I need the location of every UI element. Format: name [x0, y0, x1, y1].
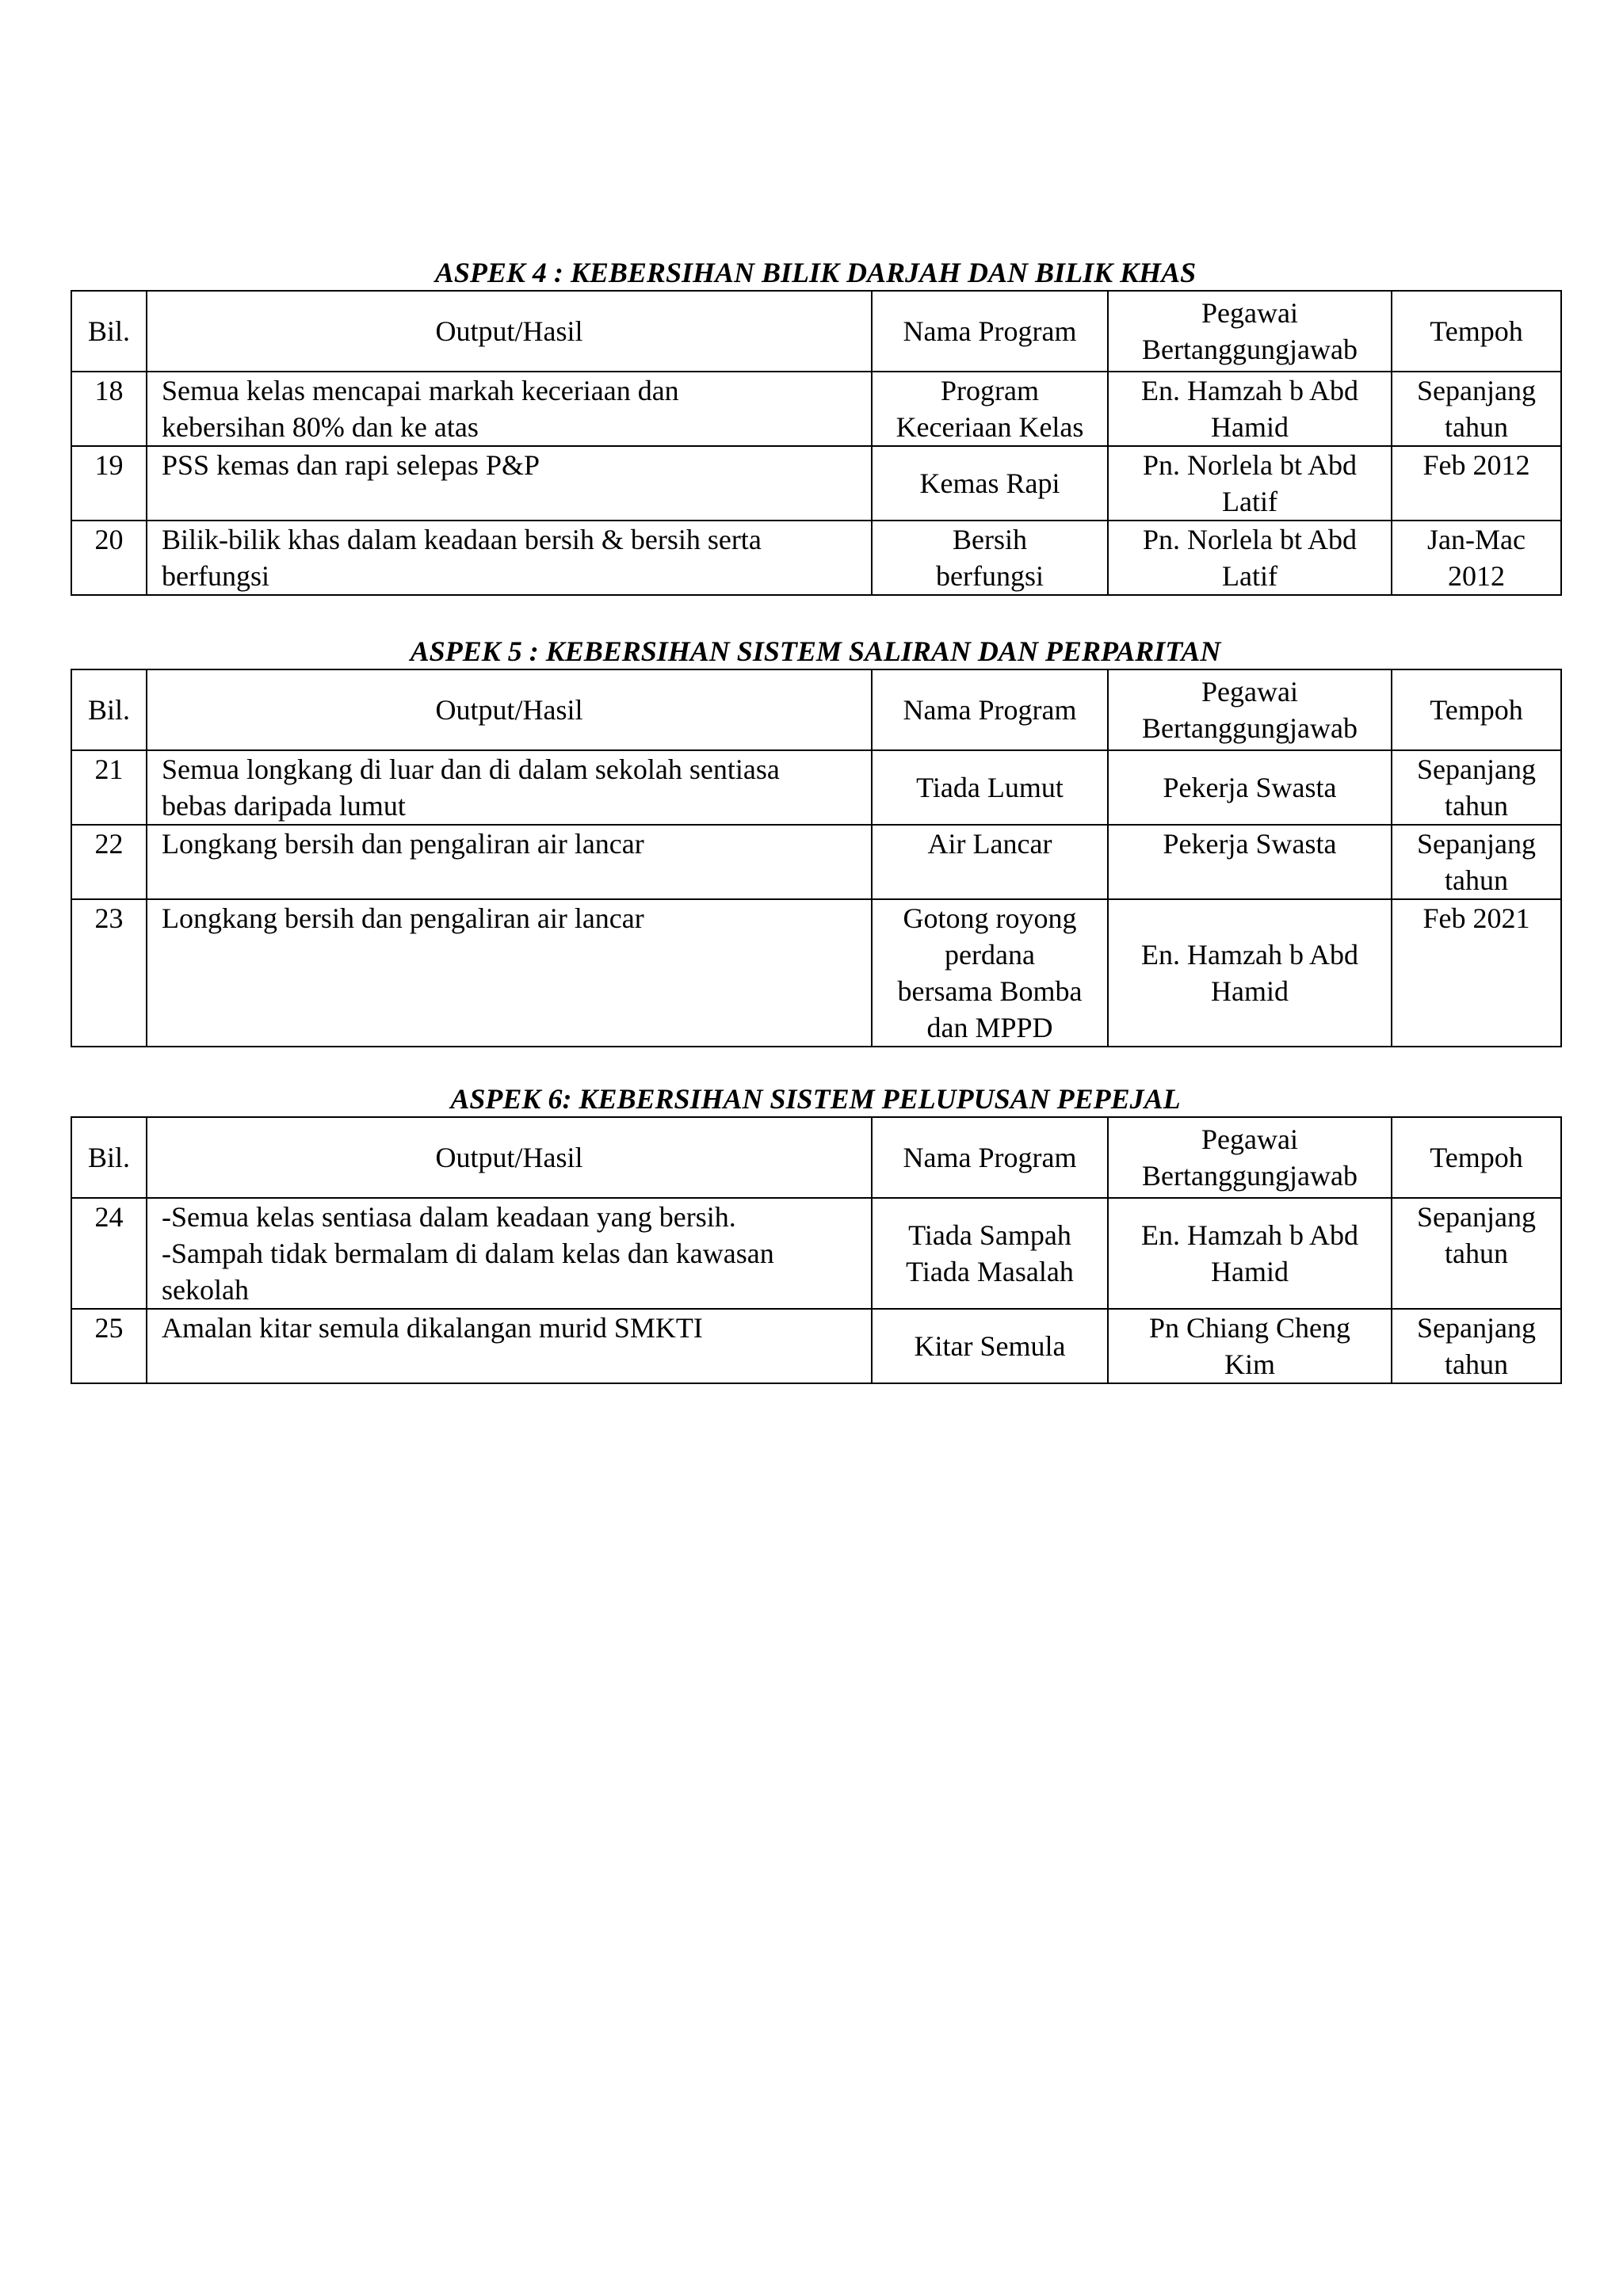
text-line: Kemas Rapi — [919, 467, 1060, 499]
header-officer — [1108, 291, 1392, 372]
text-line: Kitar Semula — [914, 1330, 1066, 1362]
section-title: ASPEK 5 : KEBERSIHAN SISTEM SALIRAN DAN PERPARITAN — [410, 635, 1221, 667]
header-period: Tempoh — [1392, 669, 1561, 750]
text-line: Longkang bersih dan pengaliran air lancar — [162, 902, 644, 934]
header-officer-line: Pegawai — [1201, 1123, 1298, 1155]
text-line: Latif — [1222, 560, 1277, 592]
cell-officer — [1108, 899, 1392, 1047]
header-program: Nama Program — [872, 669, 1108, 750]
cell-period — [1392, 750, 1561, 825]
header-officer-line: Bertanggungjawab — [1142, 712, 1358, 744]
text-line: En. Hamzah b Abd — [1141, 1219, 1358, 1251]
section-title: ASPEK 4 : KEBERSIHAN BILIK DARJAH DAN BILIK KHAS — [434, 257, 1197, 288]
cell-program — [872, 372, 1108, 446]
header-officer-line: Bertanggungjawab — [1142, 334, 1358, 365]
cell-bil: 24 — [71, 1198, 147, 1309]
text-line: Hamid — [1211, 975, 1289, 1007]
cell-bil: 19 — [71, 446, 147, 521]
text-line: Pekerja Swasta — [1163, 828, 1337, 860]
text-line: Tiada Masalah — [906, 1256, 1074, 1287]
cell-officer — [1108, 446, 1392, 521]
text-line: Pn. Norlela bt Abd — [1143, 524, 1357, 555]
text-line: tahun — [1445, 864, 1508, 896]
cell-output — [147, 372, 872, 446]
cell-officer — [1108, 825, 1392, 899]
text-line: Program — [941, 375, 1039, 406]
cell-period — [1392, 1309, 1561, 1383]
text-line: bersama Bomba — [897, 975, 1083, 1007]
text-line: En. Hamzah b Abd — [1141, 375, 1358, 406]
text-line: Bersih — [953, 524, 1027, 555]
cell-bil: 23 — [71, 899, 147, 1047]
text-line: Sepanjang — [1417, 1312, 1536, 1344]
text-line: Pn Chiang Cheng — [1148, 1312, 1350, 1344]
text-line: perdana — [945, 939, 1035, 971]
header-bil: Bil. — [71, 1117, 147, 1198]
header-program: Nama Program — [872, 1117, 1108, 1198]
text-line: Keceriaan Kelas — [896, 411, 1084, 443]
cell-officer — [1108, 750, 1392, 825]
text-line: tahun — [1445, 1238, 1508, 1269]
text-line: En. Hamzah b Abd — [1141, 939, 1358, 971]
table-row — [71, 899, 1561, 1047]
section-title: ASPEK 6: KEBERSIHAN SISTEM PELUPUSAN PEPEJAL — [450, 1083, 1181, 1115]
text-line: Jan-Mac — [1427, 524, 1526, 555]
text-line: -Sampah tidak bermalam di dalam kelas dan kawasan — [162, 1238, 774, 1269]
cell-officer — [1108, 372, 1392, 446]
table-row — [71, 750, 1561, 825]
table-row — [71, 372, 1561, 446]
table-header-row — [71, 669, 1561, 750]
header-bil: Bil. — [71, 291, 147, 372]
header-period: Tempoh — [1392, 1117, 1561, 1198]
text-line: Longkang bersih dan pengaliran air lancar — [162, 828, 644, 860]
header-officer-line: Bertanggungjawab — [1142, 1160, 1358, 1192]
cell-bil: 22 — [71, 825, 147, 899]
header-output: Output/Hasil — [147, 669, 872, 750]
cell-program — [872, 446, 1108, 521]
cell-program — [872, 1309, 1108, 1383]
cell-output — [147, 1309, 872, 1383]
table-header-row — [71, 1117, 1561, 1198]
cell-period — [1392, 446, 1561, 521]
table-row — [71, 521, 1561, 595]
text-line: sekolah — [162, 1274, 249, 1306]
header-period: Tempoh — [1392, 291, 1561, 372]
header-officer — [1108, 1117, 1392, 1198]
text-line: Sepanjang — [1417, 753, 1536, 785]
text-line: Semua kelas mencapai markah keceriaan dan — [162, 375, 679, 406]
text-line: Hamid — [1211, 411, 1289, 443]
text-line: tahun — [1445, 411, 1508, 443]
cell-program — [872, 1198, 1108, 1309]
cell-output — [147, 1198, 872, 1309]
cell-output — [147, 899, 872, 1047]
text-line: Gotong royong — [903, 902, 1077, 934]
table-row — [71, 825, 1561, 899]
header-bil: Bil. — [71, 669, 147, 750]
text-line: bebas daripada lumut — [162, 790, 406, 822]
cell-program — [872, 750, 1108, 825]
cell-period — [1392, 372, 1561, 446]
table-header-row — [71, 291, 1561, 372]
text-line: Feb 2021 — [1423, 902, 1530, 934]
cell-output — [147, 825, 872, 899]
cell-period — [1392, 899, 1561, 1047]
text-line: dan MPPD — [926, 1012, 1053, 1043]
table-row — [71, 1198, 1561, 1309]
section-aspek-5 — [71, 634, 1560, 1047]
cell-bil: 25 — [71, 1309, 147, 1383]
cell-bil: 21 — [71, 750, 147, 825]
text-line: Amalan kitar semula dikalangan murid SMKTI — [162, 1312, 703, 1344]
section-aspek-6 — [71, 1081, 1560, 1384]
text-line: Latif — [1222, 486, 1277, 517]
text-line: berfungsi — [162, 560, 269, 592]
text-line: kebersihan 80% dan ke atas — [162, 411, 479, 443]
text-line: Sepanjang — [1417, 828, 1536, 860]
text-line: -Semua kelas sentiasa dalam keadaan yang bersih. — [162, 1201, 736, 1233]
cell-period — [1392, 825, 1561, 899]
cell-period — [1392, 1198, 1561, 1309]
cell-output — [147, 521, 872, 595]
cell-bil: 20 — [71, 521, 147, 595]
text-line: Bilik-bilik khas dalam keadaan bersih & bersih serta — [162, 524, 762, 555]
cell-officer — [1108, 521, 1392, 595]
header-output: Output/Hasil — [147, 1117, 872, 1198]
cell-period — [1392, 521, 1561, 595]
header-output: Output/Hasil — [147, 291, 872, 372]
table-row — [71, 446, 1561, 521]
section-aspek-4 — [71, 255, 1560, 596]
header-officer-line: Pegawai — [1201, 676, 1298, 707]
cell-bil: 18 — [71, 372, 147, 446]
cell-output — [147, 446, 872, 521]
plan-table — [71, 290, 1562, 596]
text-line: Semua longkang di luar dan di dalam sekolah sentiasa — [162, 753, 780, 785]
text-line: Tiada Sampah — [908, 1219, 1071, 1251]
text-line: Hamid — [1211, 1256, 1289, 1287]
table-row — [71, 1309, 1561, 1383]
text-line: tahun — [1445, 790, 1508, 822]
cell-officer — [1108, 1198, 1392, 1309]
cell-program — [872, 899, 1108, 1047]
cell-program — [872, 521, 1108, 595]
plan-table — [71, 669, 1562, 1047]
text-line: PSS kemas dan rapi selepas P&P — [162, 449, 540, 481]
text-line: Sepanjang — [1417, 1201, 1536, 1233]
cell-output — [147, 750, 872, 825]
plan-table — [71, 1116, 1562, 1384]
cell-officer — [1108, 1309, 1392, 1383]
text-line: Pn. Norlela bt Abd — [1143, 449, 1357, 481]
text-line: Air Lancar — [927, 828, 1052, 860]
cell-program — [872, 825, 1108, 899]
text-line: berfungsi — [936, 560, 1044, 592]
text-line: tahun — [1445, 1348, 1508, 1380]
text-line: Feb 2012 — [1423, 449, 1530, 481]
text-line: Kim — [1224, 1348, 1275, 1380]
text-line: 2012 — [1448, 560, 1505, 592]
text-line: Pekerja Swasta — [1163, 772, 1337, 803]
text-line: Tiada Lumut — [916, 772, 1064, 803]
header-officer — [1108, 669, 1392, 750]
header-officer-line: Pegawai — [1201, 297, 1298, 329]
text-line: Sepanjang — [1417, 375, 1536, 406]
header-program: Nama Program — [872, 291, 1108, 372]
